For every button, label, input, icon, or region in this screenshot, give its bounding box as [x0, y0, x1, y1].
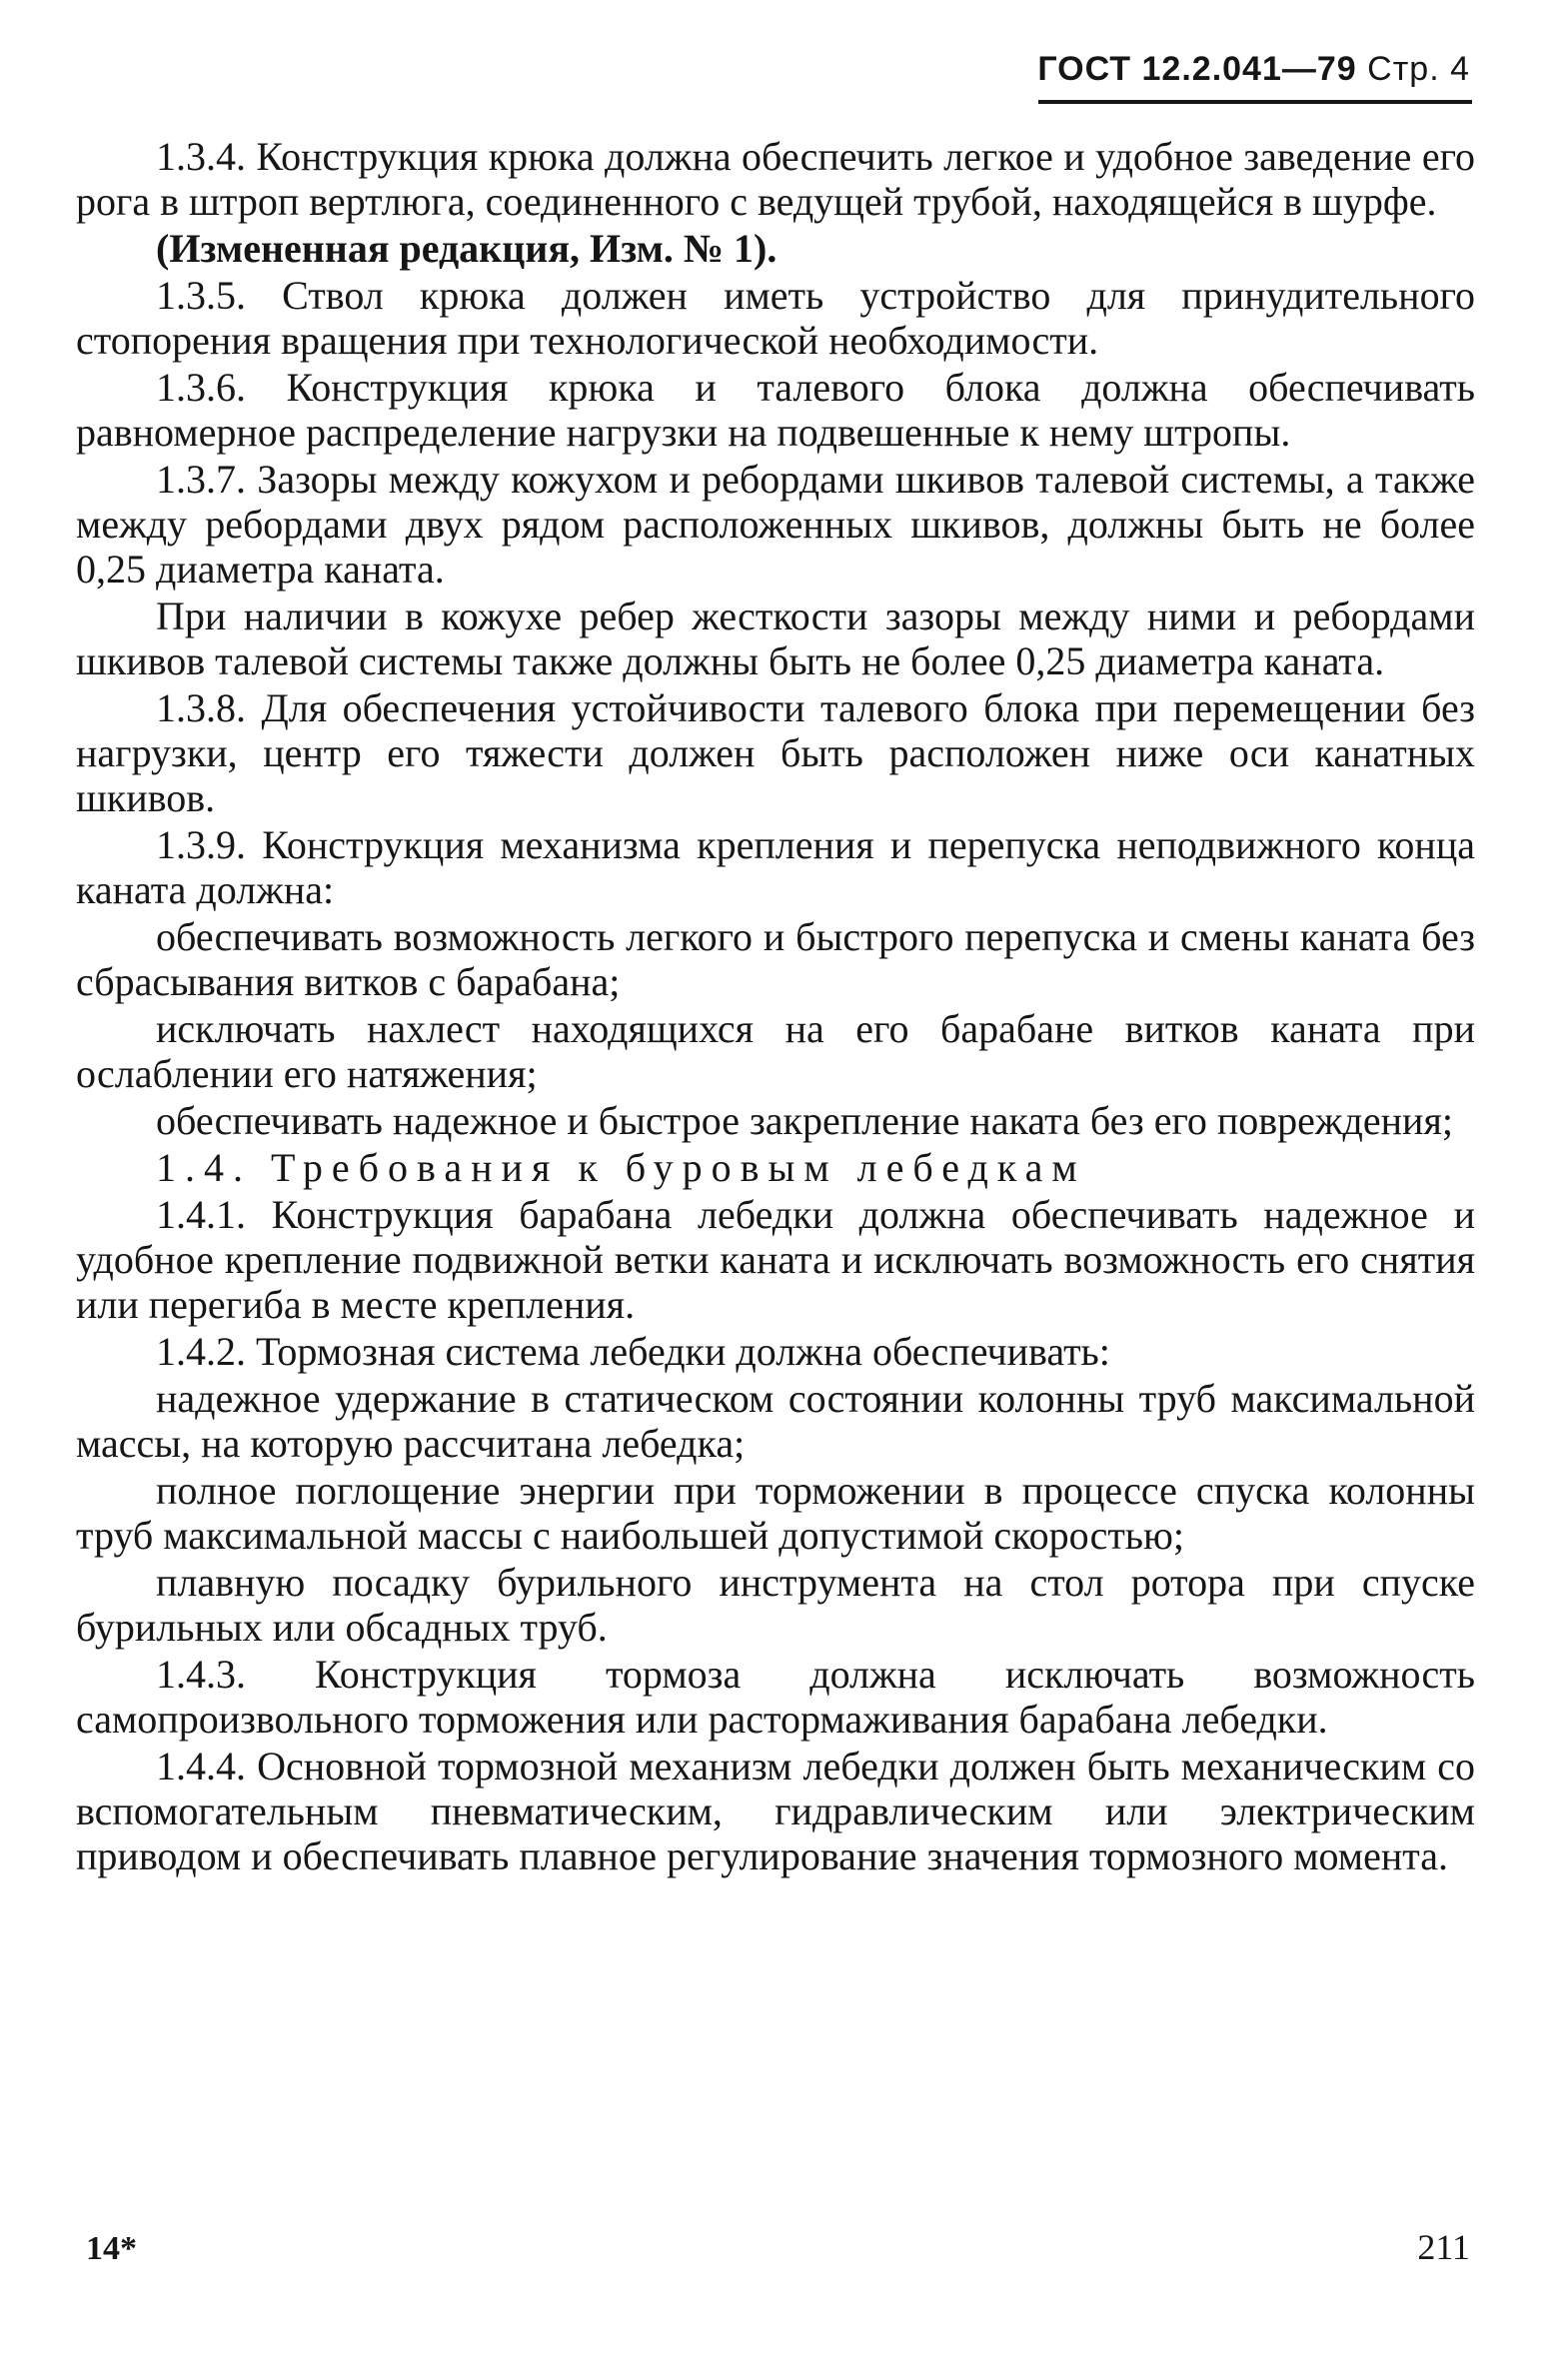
- paragraph-1-3-9: 1.3.9. Конструкция механизма крепления и перепуска неподвижного конца каната должна:: [76, 822, 1475, 912]
- signature-mark: 14*: [86, 2230, 137, 2267]
- document-body: [76, 134, 1475, 1880]
- page-number: 211: [1417, 2227, 1470, 2267]
- header-rule: [1038, 100, 1472, 104]
- list-item: полное поглощение энергии при торможении в процессе спуска колонны труб максимальной массы с наибольшей допустимой скоростью;: [76, 1468, 1475, 1558]
- paragraph-1-3-6: 1.3.6. Конструкция крюка и талевого блока должна обеспечивать равномерное распределение нагрузки на подвешенные к нему штропы.: [76, 365, 1475, 455]
- section-heading: 1.4. Требования к буровым лебедкам: [156, 1145, 1086, 1190]
- list-item: исключать нахлест находящихся на его барабане витков каната при ослаблении его натяжения;: [76, 1006, 1475, 1096]
- amendment-note: (Измененная редакция, Изм. № 1).: [156, 226, 778, 271]
- paragraph-1-3-7: 1.3.7. Зазоры между кожухом и ребордами шкивов талевой системы, а также между ребордами двух рядом расположенных шкивов, должны быть не более 0,25 диаметра каната.: [76, 457, 1475, 592]
- list-item: обеспечивать надежное и быстрое закрепление наката без его повреждения;: [156, 1098, 1453, 1143]
- page-label: Стр. 4: [1367, 50, 1470, 88]
- standard-code: ГОСТ 12.2.041—79: [1037, 50, 1357, 88]
- paragraph-1-4-1: 1.4.1. Конструкция барабана лебедки должна обеспечивать надежное и удобное крепление подвижной ветки каната и исключать возможность его снятия или перегиба в месте крепления.: [76, 1192, 1475, 1327]
- list-item: обеспечивать возможность легкого и быстрого перепуска и смены каната без сбрасывания витков с барабана;: [76, 914, 1475, 1004]
- paragraph-1-3-7-continued: При наличии в кожухе ребер жесткости зазоры между ними и ребордами шкивов талевой системы также должны быть не более 0,25 диаметра каната.: [76, 594, 1475, 683]
- paragraph-1-3-4: 1.3.4. Конструкция крюка должна обеспечить легкое и удобное заведение его рога в штроп вертлюга, соединенного с ведущей трубой, находящейся в шурфе.: [76, 134, 1475, 224]
- paragraph-1-3-8: 1.3.8. Для обеспечения устойчивости талевого блока при перемещении без нагрузки, центр его тяжести должен быть расположен ниже оси канатных шкивов.: [76, 685, 1475, 820]
- paragraph-1-4-3: 1.4.3. Конструкция тормоза должна исключать возможность самопроизвольного торможения или растормаживания барабана лебедки.: [76, 1652, 1475, 1742]
- paragraph-1-3-5: 1.3.5. Ствол крюка должен иметь устройство для принудительного стопорения вращения при технологической необходимости.: [76, 273, 1475, 363]
- list-item: плавную посадку бурильного инструмента на стол ротора при спуске бурильных или обсадных труб.: [76, 1560, 1475, 1650]
- paragraph-1-4-2: 1.4.2. Тормозная система лебедки должна обеспечивать:: [156, 1329, 1110, 1374]
- page-header: [1037, 50, 1470, 89]
- list-item: надежное удержание в статическом состоянии колонны труб максимальной массы, на которую рассчитана лебедка;: [76, 1376, 1475, 1466]
- paragraph-1-4-4: 1.4.4. Основной тормозной механизм лебедки должен быть механическим со вспомогательным пневматическим, гидравлическим или электрическим приводом и обеспечивать плавное регулирование значения тормозного момента.: [76, 1744, 1475, 1878]
